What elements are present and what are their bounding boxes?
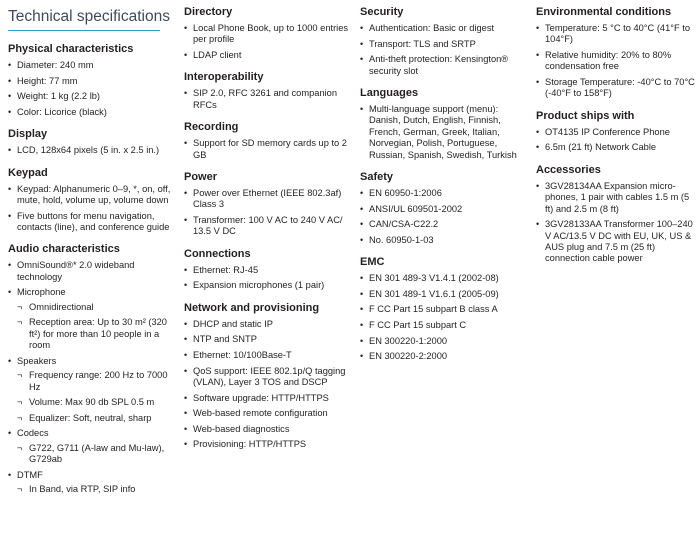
section-keypad — [8, 167, 180, 234]
spec-item: • Ethernet: RJ-45 — [184, 265, 356, 276]
spec-item: • NTP and SNTP — [184, 334, 356, 345]
section-heading: Safety — [360, 171, 394, 184]
section-heading: Connections — [184, 247, 251, 260]
section-heading: Environmental conditions — [536, 6, 672, 18]
spec-item-text: OmniSound®* 2.0 wideband technology — [17, 260, 135, 282]
spec-item: • SIP 2.0, RFC 3261 and companion RFCs — [184, 88, 356, 111]
spec-item: • EN 301 489-1 V1.6.1 (2005-09) — [360, 289, 532, 300]
spec-item: • Five buttons for menu navigation, contacts (line), and conference guide — [8, 211, 180, 234]
section-heading: Physical characteristics — [8, 43, 134, 55]
spec-item: • No. 60950-1-03 — [360, 235, 532, 246]
section-heading: Recording — [184, 121, 239, 134]
section-heading: Network and provisioning — [184, 301, 320, 314]
spec-item: • F CC Part 15 subpart B class A — [360, 304, 532, 315]
spec-item: • Transport: TLS and SRTP — [360, 39, 532, 50]
spec-item: • 3GV28134AA Expansion micro-phones, 1 pair with cables 1.5 m (5 ft) and 2.5 m (8 ft) — [536, 181, 698, 215]
section-environmental — [536, 6, 698, 100]
spec-item: • Temperature: 5 °C to 40°C (41°F to 104°F) — [536, 23, 698, 46]
section-ships-with — [536, 110, 698, 154]
spec-item — [8, 470, 180, 496]
section-security — [360, 6, 532, 77]
spec-item — [8, 260, 180, 283]
column-3 — [360, 0, 532, 373]
section-heading: Languages — [360, 87, 419, 99]
spec-item: • Authentication: Basic or digest — [360, 23, 532, 34]
spec-item: • QoS support: IEEE 802.1p/Q tagging (VLAN), Layer 3 TOS and DSCP — [184, 366, 356, 389]
section-emc — [360, 256, 532, 362]
column-1 — [8, 0, 180, 506]
page-title: Technical specifications — [8, 8, 170, 25]
spec-item: • EN 301 489-3 V1.4.1 (2002-08) — [360, 273, 532, 284]
section-directory — [184, 6, 356, 61]
section-languages — [360, 87, 532, 161]
spec-item — [8, 428, 180, 465]
section-heading: Product ships with — [536, 109, 635, 122]
spec-subitem: ¬ Equalizer: Soft, neutral, sharp — [17, 413, 180, 424]
spec-item: • OT4135 IP Conference Phone — [536, 127, 698, 138]
spec-subitem: ¬ Volume: Max 90 db SPL 0.5 m — [17, 397, 180, 408]
spec-item-text: Codecs — [17, 428, 49, 439]
section-physical — [8, 43, 180, 118]
section-heading: Security — [360, 6, 404, 18]
spec-item: • Web-based remote configuration — [184, 408, 356, 419]
column-2 — [184, 0, 356, 461]
spec-subitem: ¬ G722, G711 (A-law and Mu-law), G729ab — [17, 443, 180, 466]
spec-item: • Expansion microphones (1 pair) — [184, 280, 356, 291]
section-heading: Power — [184, 171, 218, 184]
spec-item-text: Microphone — [17, 287, 66, 298]
section-connections — [184, 248, 356, 292]
spec-item: • Provisioning: HTTP/HTTPS — [184, 439, 356, 450]
section-safety — [360, 171, 532, 246]
spec-item: • Ethernet: 10/100Base-T — [184, 350, 356, 361]
section-heading: Audio characteristics — [8, 243, 120, 256]
spec-item: • Local Phone Book, up to 1000 entries per profile — [184, 23, 356, 46]
spec-subitem: ¬ Omnidirectional — [17, 302, 180, 313]
section-audio — [8, 243, 180, 495]
spec-item: • Transformer: 100 V AC to 240 V AC/ 13.5 V DC — [184, 215, 356, 238]
section-accessories — [536, 164, 698, 265]
spec-item: • 3GV28133AA Transformer 100–240 V AC/13.5 V DC with EU, UK, US & AUS plug and 7.5 m (25 ft) connection cable power — [536, 219, 698, 265]
title-divider — [8, 30, 160, 31]
spec-item: • ANSI/UL 609501-2002 — [360, 204, 532, 215]
section-heading: Keypad — [8, 166, 48, 179]
section-network — [184, 302, 356, 451]
spec-item: • Color: Licorice (black) — [8, 107, 180, 118]
spec-item: • Web-based diagnostics — [184, 424, 356, 435]
section-heading: Display — [8, 128, 48, 141]
section-interoperability — [184, 71, 356, 111]
spec-item: • Power over Ethernet (IEEE 802.3af) Class 3 — [184, 188, 356, 211]
spec-subitem: ¬ In Band, via RTP, SIP info — [17, 484, 180, 495]
spec-item: • Multi-language support (menu): Danish, Dutch, English, Finnish, French, German, Greek, Italian, Norvegian, Polish, Portuguese, Russian, Spanish, Swedish, Turkish — [360, 104, 532, 161]
spec-item: • 6.5m (21 ft) Network Cable — [536, 142, 698, 153]
section-heading: EMC — [360, 256, 385, 269]
spec-item: • Height: 77 mm — [8, 76, 180, 87]
column-4 — [536, 0, 698, 275]
section-recording — [184, 121, 356, 161]
spec-item: • EN 60950-1:2006 — [360, 188, 532, 199]
spec-subitem: ¬ Reception area: Up to 30 m² (320 ft²) for more than 10 people in a room — [17, 317, 180, 351]
spec-item: • LDAP client — [184, 50, 356, 61]
section-display — [8, 128, 180, 156]
spec-item: • Support for SD memory cards up to 2 GB — [184, 138, 356, 161]
spec-item: • F CC Part 15 subpart C — [360, 320, 532, 331]
spec-item: • EN 300220-2:2000 — [360, 351, 532, 362]
spec-item: • DHCP and static IP — [184, 319, 356, 330]
section-heading: Accessories — [536, 163, 601, 176]
spec-item: • LCD, 128x64 pixels (5 in. x 2.5 in.) — [8, 145, 180, 156]
spec-item: • Software upgrade: HTTP/HTTPS — [184, 393, 356, 404]
spec-item-text: DTMF — [17, 469, 43, 480]
spec-subitem: ¬ Frequency range: 200 Hz to 7000 Hz — [17, 370, 180, 393]
spec-item — [8, 356, 180, 424]
spec-item: • Diameter: 240 mm — [8, 60, 180, 71]
spec-item: • Weight: 1 kg (2.2 lb) — [8, 91, 180, 102]
spec-item: • EN 300220-1:2000 — [360, 336, 532, 347]
section-heading: Interoperability — [184, 71, 264, 84]
section-power — [184, 171, 356, 238]
spec-item: • Relative humidity: 20% to 80% condensation free — [536, 50, 698, 73]
spec-item: • Keypad: Alphanumeric 0–9, *, on, off, mute, hold, volume up, volume down — [8, 184, 180, 207]
section-heading: Directory — [184, 6, 233, 18]
spec-item — [8, 287, 180, 351]
spec-item: • CAN/CSA-C22.2 — [360, 219, 532, 230]
spec-item: • Anti-theft protection: Kensington® security slot — [360, 54, 532, 77]
spec-item-text: Speakers — [17, 355, 57, 366]
spec-item: • Storage Temperature: -40°C to 70°C (-40°F to 158°F) — [536, 77, 698, 100]
